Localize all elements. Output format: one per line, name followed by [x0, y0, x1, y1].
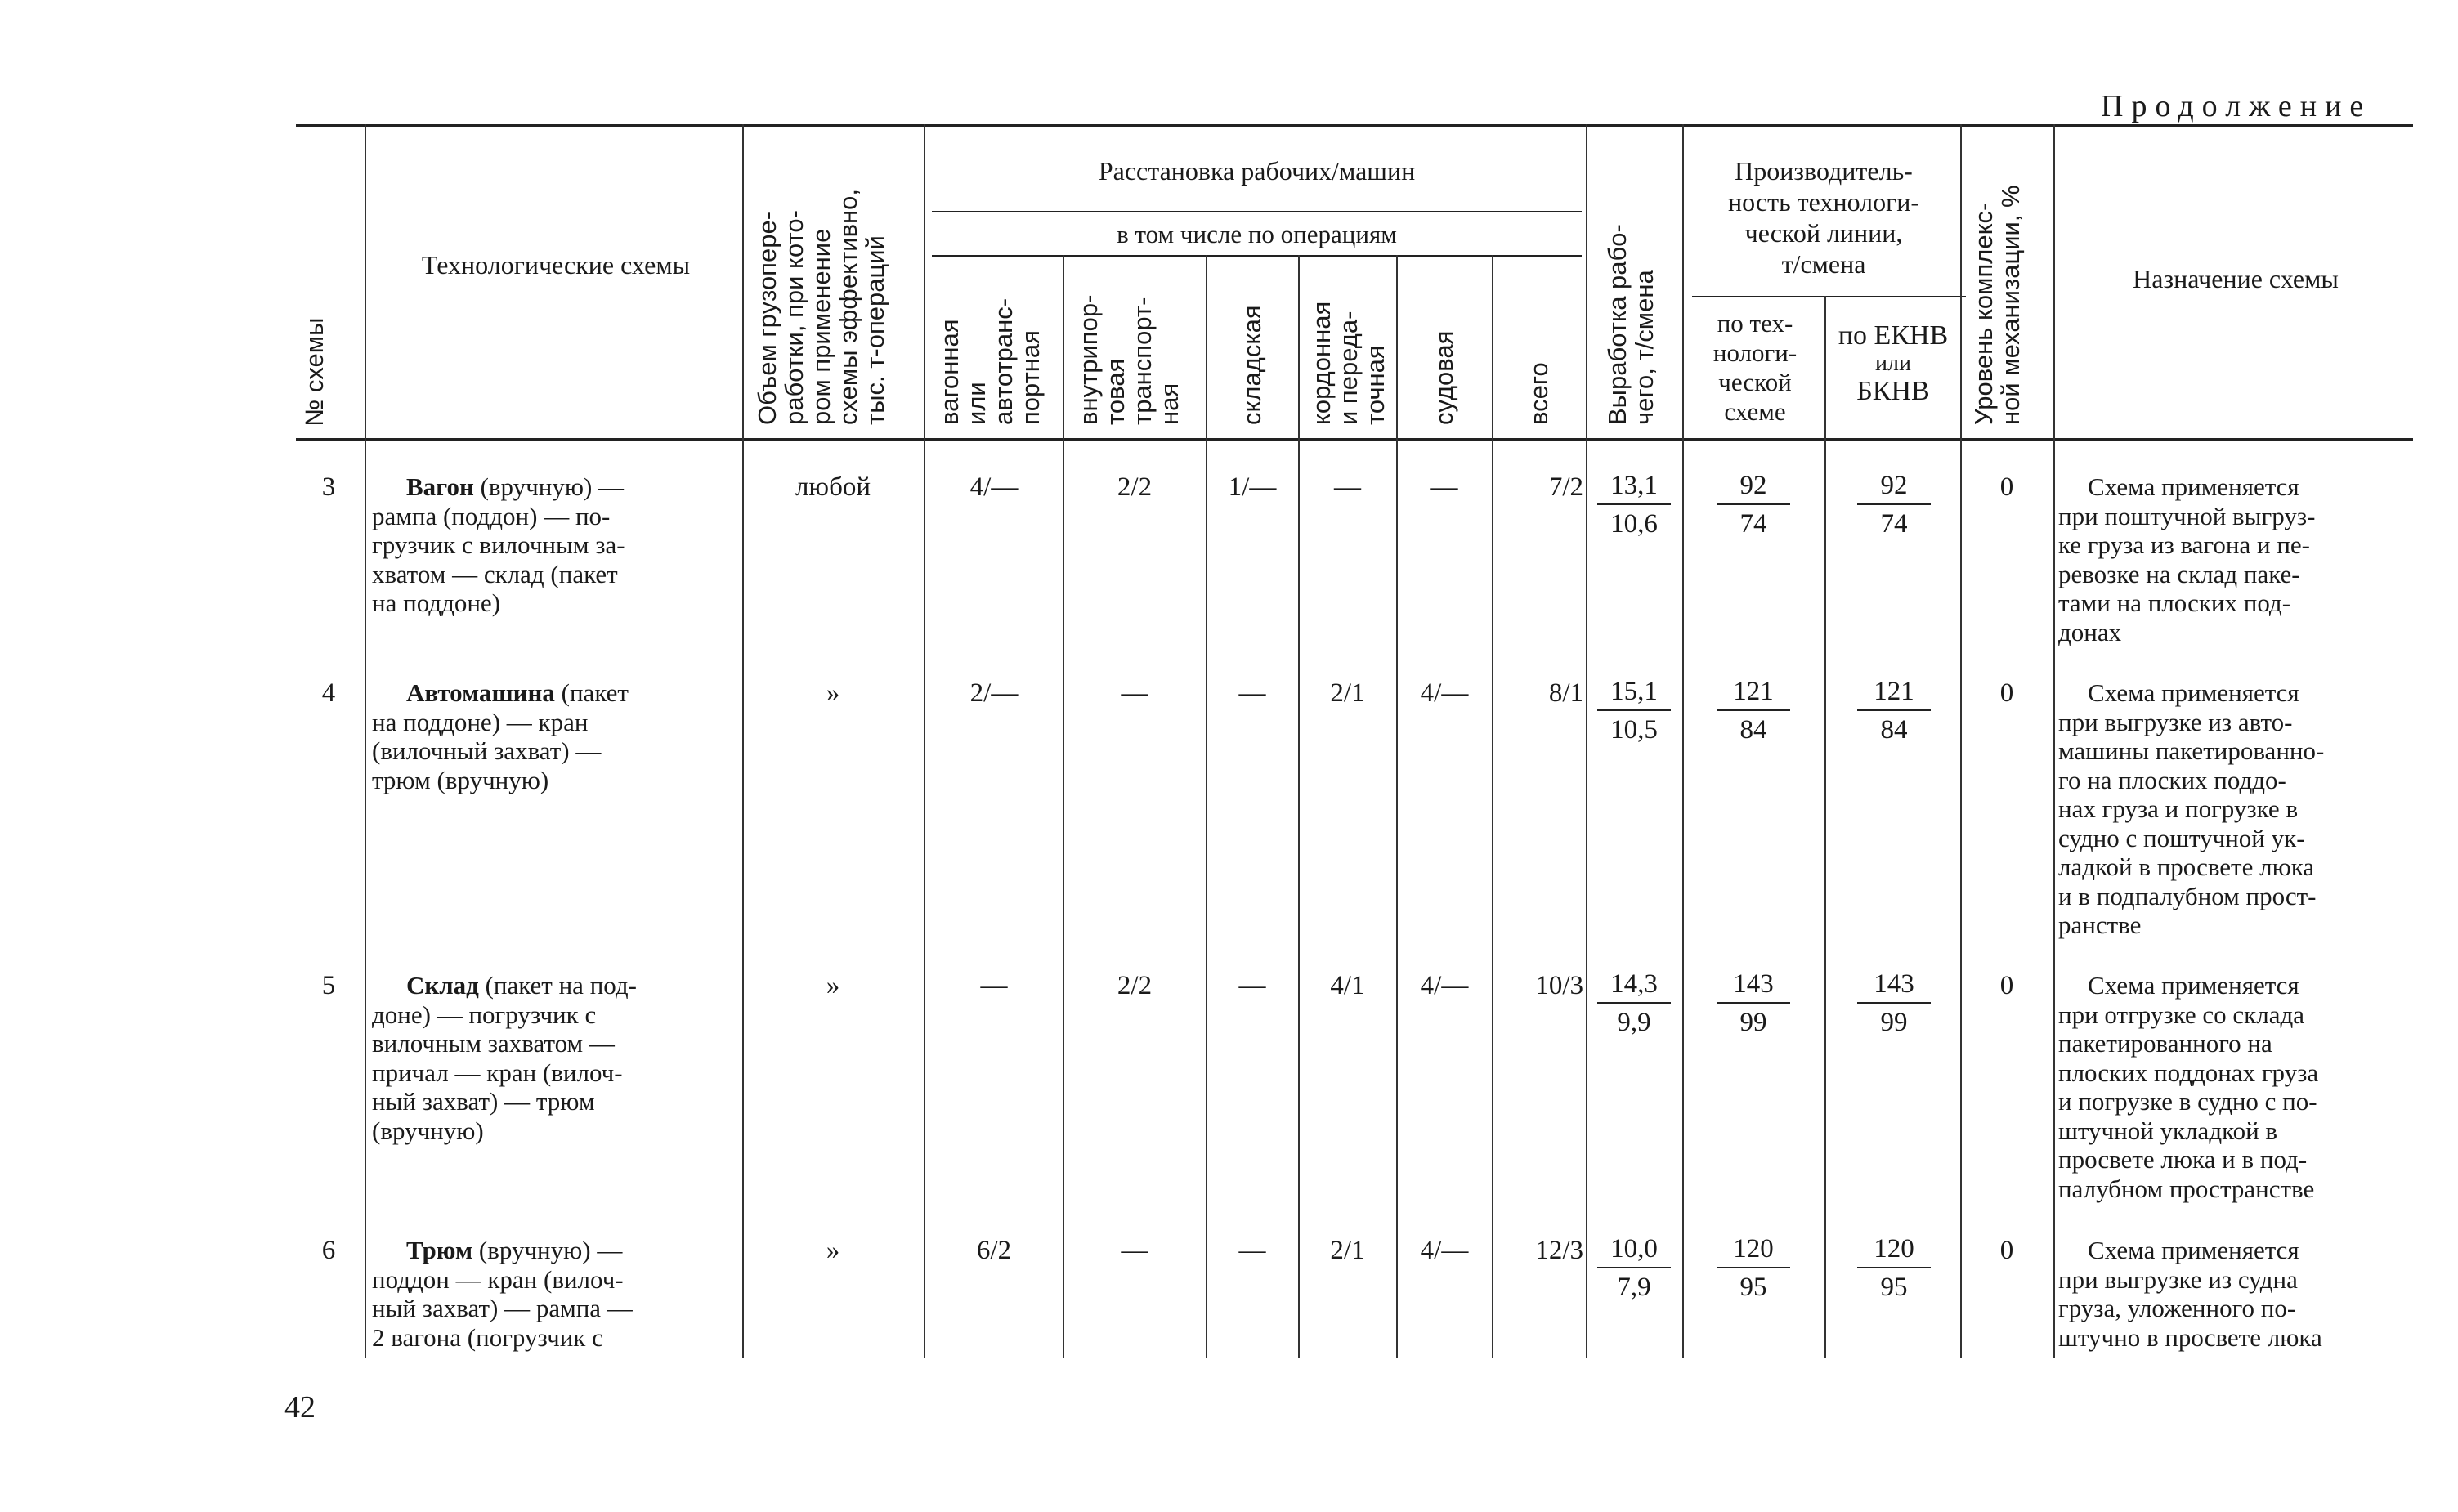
eknv-fraction-denominator: 74	[1880, 509, 1908, 539]
purpose-line: донах	[2058, 617, 2122, 646]
purpose-line: и в подпалубном прост-	[2058, 881, 2317, 910]
op-ship-value: 4/—	[1420, 1236, 1469, 1265]
scheme-description	[372, 971, 732, 1145]
eknv-fraction	[1857, 675, 1931, 746]
scheme-start: Склад	[406, 971, 479, 1000]
scheme-line: (вручную)	[372, 1116, 484, 1145]
tech-scheme-fraction-denominator: 95	[1739, 1273, 1767, 1302]
scheme-start: Трюм	[406, 1236, 473, 1264]
purpose-line: пакетированного на	[2058, 1029, 2272, 1058]
eknv-fraction-numerator: 143	[1857, 968, 1931, 1004]
op-internal-value: 2/2	[1117, 971, 1153, 1000]
purpose-description	[2058, 678, 2410, 940]
scheme-description	[372, 678, 732, 794]
purpose-line: при выгрузке из авто-	[2058, 707, 2293, 736]
purpose-line: Схема применяется	[2088, 472, 2299, 501]
purpose-line: Схема применяется	[2088, 1236, 2299, 1264]
output-fraction	[1597, 968, 1671, 1039]
tech-scheme-fraction	[1717, 1232, 1790, 1304]
op-warehouse-value: —	[1238, 1236, 1266, 1265]
volume-value: »	[826, 678, 840, 708]
op-warehouse-value: 1/—	[1228, 472, 1277, 502]
tech-scheme-fraction-numerator: 120	[1717, 1232, 1790, 1268]
scheme-line: на поддоне)	[372, 588, 501, 617]
purpose-line: просвете люка и в под-	[2058, 1145, 2308, 1174]
page-number: 42	[284, 1390, 316, 1425]
tech-scheme-fraction-numerator: 92	[1717, 469, 1790, 505]
volume-value: »	[826, 971, 840, 1000]
scheme-line: причал — кран (вилоч-	[372, 1058, 623, 1087]
eknv-fraction	[1857, 1232, 1931, 1304]
op-ship-value: —	[1430, 472, 1458, 502]
eknv-fraction-denominator: 95	[1880, 1273, 1908, 1302]
op-cordon-value: 2/1	[1330, 678, 1365, 708]
header-output: Выработка рабо- чего, т/смена	[1603, 224, 1659, 425]
output-fraction-numerator: 10,0	[1597, 1232, 1671, 1268]
purpose-line: плоских поддонах груза	[2058, 1058, 2319, 1087]
op-total-value: 7/2	[1548, 472, 1583, 502]
scheme-line: вилочным захватом —	[372, 1029, 615, 1058]
header-purpose: Назначение схемы	[2133, 264, 2339, 293]
header-by-tech-scheme: по тех- нологи- ческой схеме	[1713, 309, 1798, 426]
output-fraction-denominator: 10,6	[1610, 509, 1658, 539]
purpose-line: го на плоских поддо-	[2058, 765, 2286, 794]
scheme-text: (вручную) —	[480, 472, 625, 501]
op-internal-value: —	[1121, 678, 1148, 708]
op-wagon-value: 4/—	[969, 472, 1019, 502]
purpose-line: судно с поштучной ук-	[2058, 823, 2305, 852]
output-fraction-numerator: 15,1	[1597, 675, 1671, 711]
op-internal-value: 2/2	[1117, 472, 1153, 502]
scheme-line: доне) — погрузчик с	[372, 1000, 597, 1029]
op-wagon-value: —	[980, 971, 1008, 1000]
eknv-fraction-denominator: 99	[1880, 1008, 1908, 1037]
header-op-internal: внутрипор- товая транспорт- ная	[1074, 294, 1184, 425]
purpose-line: при поштучной выгруз-	[2058, 501, 2316, 530]
scheme-line: ный захват) — трюм	[372, 1087, 595, 1116]
purpose-line: Схема применяется	[2088, 678, 2299, 707]
op-warehouse-value: —	[1238, 678, 1266, 708]
op-total-value: 8/1	[1548, 678, 1583, 708]
scheme-line: 2 вагона (погрузчик с	[372, 1322, 603, 1352]
header-op-warehouse: складская	[1238, 305, 1266, 425]
scheme-text: (вручную) —	[478, 1236, 623, 1264]
purpose-line: тами на плоских под-	[2058, 588, 2291, 617]
op-wagon-value: 6/2	[976, 1236, 1012, 1265]
output-fraction-numerator: 14,3	[1597, 968, 1671, 1004]
scheme-line: поддон — кран (вилоч-	[372, 1264, 624, 1294]
continuation-label: Продолжение	[2101, 89, 2372, 123]
purpose-line: ладкой в просвете люка	[2058, 852, 2315, 881]
output-fraction-numerator: 13,1	[1597, 469, 1671, 505]
scheme-text: (пакет на под-	[485, 971, 637, 1000]
op-wagon-value: 2/—	[969, 678, 1019, 708]
scheme-description	[372, 472, 732, 618]
mechanization-value: 0	[1999, 678, 2014, 708]
header-placement: Расстановка рабочих/машин	[1098, 156, 1416, 186]
scheme-line	[372, 971, 732, 1000]
header-op-wagon: вагонная или автотранс- портная	[935, 297, 1045, 425]
scheme-text: (пакет	[561, 678, 629, 707]
output-fraction	[1597, 1232, 1671, 1304]
tech-scheme-fraction-numerator: 121	[1717, 675, 1790, 711]
output-fraction-denominator: 9,9	[1617, 1008, 1651, 1037]
volume-value: любой	[795, 472, 871, 502]
scheme-line	[372, 1236, 732, 1265]
volume-value: »	[826, 1236, 840, 1265]
header-tech-schemes: Технологические схемы	[421, 250, 691, 280]
output-fraction	[1597, 675, 1671, 746]
op-cordon-value: 2/1	[1330, 1236, 1365, 1265]
tech-scheme-fraction	[1717, 469, 1790, 540]
header-by-eknv: по ЕКНВ или БКНВ	[1838, 320, 1949, 406]
scheme-number: 5	[321, 971, 336, 1000]
purpose-description	[2058, 472, 2410, 646]
scheme-line: (вилочный захват) —	[372, 736, 602, 765]
purpose-line: палубном пространстве	[2058, 1174, 2315, 1203]
header-mechanization: Уровень комплекс- ной механизации, %	[1969, 185, 2025, 425]
tech-scheme-fraction	[1717, 968, 1790, 1039]
eknv-fraction-numerator: 120	[1857, 1232, 1931, 1268]
purpose-line: Схема применяется	[2088, 971, 2299, 1000]
purpose-line: и погрузке в судно с по-	[2058, 1087, 2317, 1116]
header-op-total: всего	[1524, 362, 1553, 425]
tech-scheme-fraction	[1717, 675, 1790, 746]
scheme-start: Вагон	[406, 472, 474, 501]
scheme-number: 4	[321, 678, 336, 708]
op-cordon-value: 4/1	[1330, 971, 1365, 1000]
output-fraction-denominator: 7,9	[1617, 1273, 1651, 1302]
purpose-description	[2058, 971, 2410, 1203]
header-scheme-no: № схемы	[300, 317, 329, 427]
tech-scheme-fraction-numerator: 143	[1717, 968, 1790, 1004]
eknv-fraction	[1857, 469, 1931, 540]
purpose-line: нах груза и погрузке в	[2058, 794, 2299, 823]
op-ship-value: 4/—	[1420, 971, 1469, 1000]
op-total-value: 12/3	[1535, 1236, 1583, 1265]
op-warehouse-value: —	[1238, 971, 1266, 1000]
output-fraction	[1597, 469, 1671, 540]
scheme-start: Автомашина	[406, 678, 555, 707]
eknv-fraction-numerator: 121	[1857, 675, 1931, 711]
scheme-line	[372, 472, 732, 502]
eknv-fraction	[1857, 968, 1931, 1039]
purpose-line: штучной укладкой в	[2058, 1116, 2278, 1145]
header-op-ship: судовая	[1430, 330, 1458, 425]
purpose-line: при выгрузке из судна	[2058, 1264, 2298, 1294]
op-total-value: 10/3	[1535, 971, 1583, 1000]
header-op-cordon: кордонная и переда- точная	[1307, 301, 1390, 425]
op-cordon-value: —	[1334, 472, 1361, 502]
header-productivity: Производитель- ность технологи- ческой линии, т/смена	[1727, 156, 1920, 279]
mechanization-value: 0	[1999, 472, 2014, 502]
purpose-line: машины пакетированно-	[2058, 736, 2325, 765]
purpose-line: штучно в просвете люка	[2058, 1322, 2322, 1352]
header-volume: Объем грузопере- работки, при кото- ром применение схемы эффективно, тыс. т-операций	[753, 188, 889, 425]
purpose-line: груза, уложенного по-	[2058, 1294, 2296, 1322]
mechanization-value: 0	[1999, 1236, 2014, 1265]
tech-scheme-fraction-denominator: 99	[1739, 1008, 1767, 1037]
header-by-operations: в том числе по операциям	[1117, 220, 1397, 248]
scheme-number: 6	[321, 1236, 336, 1265]
tech-scheme-fraction-denominator: 84	[1739, 715, 1767, 745]
op-ship-value: 4/—	[1420, 678, 1469, 708]
purpose-line: при отгрузке со склада	[2058, 1000, 2305, 1029]
purpose-line: ревозке на склад паке-	[2058, 559, 2300, 588]
mechanization-value: 0	[1999, 971, 2014, 1000]
purpose-description	[2058, 1236, 2410, 1352]
eknv-fraction-numerator: 92	[1857, 469, 1931, 505]
purpose-line: ке груза из вагона и пе-	[2058, 530, 2310, 559]
scheme-line	[372, 678, 732, 708]
purpose-line: ранстве	[2058, 910, 2142, 939]
op-internal-value: —	[1121, 1236, 1148, 1265]
scheme-line: хватом — склад (пакет	[372, 559, 618, 588]
tech-scheme-fraction-denominator: 74	[1739, 509, 1767, 539]
scheme-description	[372, 1236, 732, 1352]
scheme-line: грузчик с вилочным за-	[372, 530, 625, 559]
scheme-line: рампа (поддон) — по-	[372, 501, 611, 530]
scheme-line: ный захват) — рампа —	[372, 1294, 633, 1322]
eknv-fraction-denominator: 84	[1880, 715, 1908, 745]
output-fraction-denominator: 10,5	[1610, 715, 1658, 745]
scheme-line: трюм (вручную)	[372, 765, 549, 794]
scheme-line: на поддоне) — кран	[372, 707, 589, 736]
scheme-number: 3	[321, 472, 336, 502]
